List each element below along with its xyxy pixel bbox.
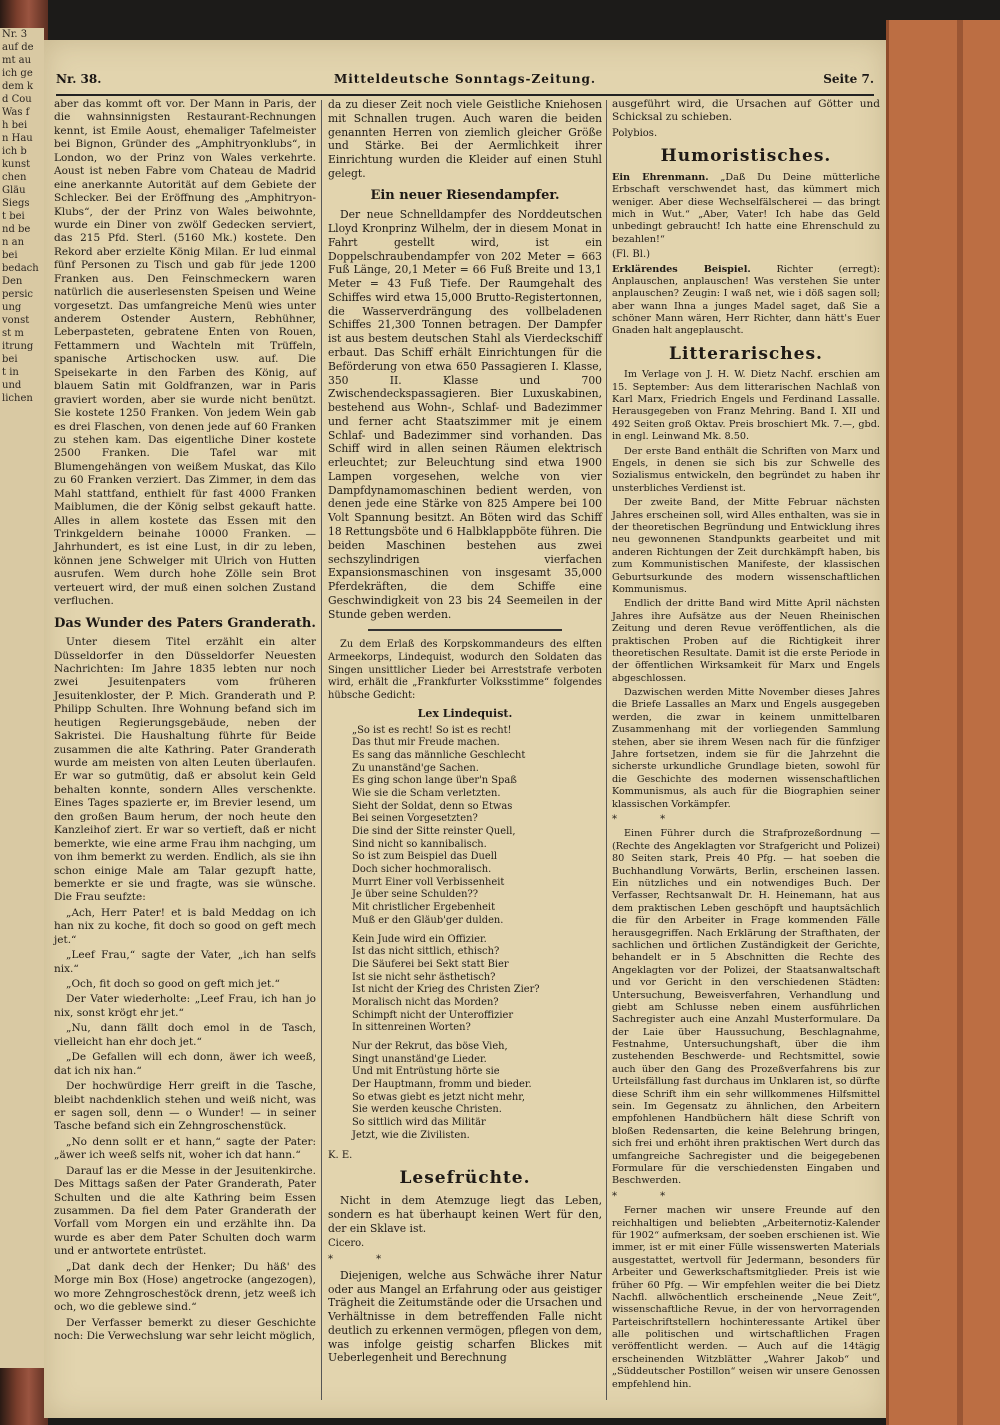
anecdote-title: Erklärendes Beispiel.: [612, 263, 751, 275]
prev-page-fragment: auf de: [2, 42, 34, 53]
prev-page-fragment: t in: [2, 367, 19, 378]
poem-line: Murrt Einer voll Verbissenheit: [352, 876, 505, 888]
article-paragraph: Der erste Band enthält die Schriften von Marx und Engels, in denen sie sich bis zur Schwelle des Sozialismus entwickeln, den begründet zu haben ihr unsterbliches Verdienst ist.: [612, 445, 880, 494]
poem: [328, 725, 602, 1143]
prev-page-fragment: mt au: [2, 55, 32, 66]
quote-author: Cicero.: [328, 1238, 365, 1250]
article-paragraph: Zu dem Erlaß des Korpskommandeurs des elften Armeekorps, Lindequist, wodurch den Soldaten das Singen unsittlicher Lieder bei Arreststrafe verboten wird, erhält die „Frankfurter Volksstimme“ folgendes hübsche Gedicht:: [328, 639, 602, 702]
quote: Nicht in dem Atemzuge liegt das Leben, sondern es hat überhaupt keinen Wert für den, der ein Sklave ist.: [328, 1194, 602, 1235]
prev-page-fragment: Siegs: [2, 198, 30, 209]
article-heading: Das Wunder des Paters Granderath.: [54, 615, 316, 631]
separator-stars: * *: [612, 813, 686, 825]
prev-page-fragment: kunst: [2, 159, 31, 170]
separator-stars: * *: [612, 1190, 686, 1202]
section-heading: Litterarisches.: [669, 343, 823, 364]
prev-page-fragment: nd be: [2, 224, 31, 235]
issue-number: Nr. 38.: [56, 72, 102, 86]
poem-line: Singt unanständ'ge Lieder.: [352, 1053, 487, 1065]
section-heading: Humoristisches.: [660, 146, 832, 167]
poem-line: Wie sie die Scham verletzten.: [352, 787, 501, 799]
poem-line: Jetzt, wie die Zivilisten.: [352, 1129, 470, 1141]
article-paragraph: Der hochwürdige Herr greift in die Tasche, bleibt nachdenklich stehen und weiß nicht, was er sagen soll, denn — o Wunder! — in seiner Tasche befand sich ein Zehngroschenstück.: [54, 1080, 316, 1133]
article-paragraph: Einen Führer durch die Strafprozeßordnung — (Rechte des Angeklagten vor Strafgericht und Polizei) 80 Seiten stark, Preis 40 Pfg. — hat soeben die Buchhandlung Vorwärts, Berlin, erscheinen lassen. Ein nützliches und ein notwendiges Buch. Der Verfasser, Rechtsanwalt Dr. H. Heinemann, hat aus dem praktischen Leben geschöpft und hauptsächlich die für den Arbeiter in Frage kommenden Fälle herausgegriffen. Nach Erklärung der Strafthaten, der sachlichen und örtlichen Zuständigkeit der Gerichte, behandelt er in 5 Abschnitten die Rechte des Angeklagten vor der Polizei, der Staatsanwaltschaft und vor Gericht in den verschiedenen Städten: Untersuchung, Beweisverfahren, Verhandlung und giebt am Schlusse neben einem ausführlichen Sachregister auch eine Anzahl Musterformulare. Da der Laie über Haussuchung, Beschlagnahme, Festnahme, Untersuchungshaft, über die ihm zustehenden Beschwerde- und Rechtsmittel, sowie auch über den Gang des Prozeßverfahrens bis zur Urteilsfällung fast durchaus im Unklaren ist, so dürfte diese Schrift ihm ein sehr willkommenes Hilfsmittel sein. Im Gegensatz zu ähnlichen, den Arbeitern empfohlenen Handbüchern hält diese Schrift von bloßen Redensarten, die keine Belehrung bringen, sich frei und erhöht ihren praktischen Wert durch das umfangreiche Sachregister und die beigegebenen Formulare für die verschiedensten Eingaben und Beschwerden.: [612, 828, 880, 1187]
prev-page-fragment: bei: [2, 354, 18, 365]
poem-line: Ist nicht der Krieg des Christen Zier?: [352, 984, 540, 996]
prev-page-fragment: n Hau: [2, 133, 33, 144]
article-paragraph: Der zweite Band, der Mitte Februar nächsten Jahres erscheinen soll, wird Alles enthalten, was sie in der theoretischen Begründung und Entwicklung ihres neu gewonnenen Standpunkts gearbeitet und mit anderen Richtungen der Zeit durchkämpft haben, bis zum Kommunistischen Manifeste, der klassischen Geburtsurkunde des modern wissenschaftlichen Kommunismus.: [612, 497, 880, 595]
prev-page-fragment: st m: [2, 328, 24, 339]
article-paragraph: „De Gefallen will ech donn, äwer ich weeß, dat ich nix han.“: [54, 1051, 316, 1077]
poem-title: Lex Lindequist.: [417, 706, 513, 720]
anecdote-source: (Fl. Bl.): [612, 249, 651, 261]
poem-line: Bei seinen Vorgesetzten?: [352, 813, 478, 825]
prev-page-fragment: d Cou: [2, 94, 32, 105]
prev-page-fragment: h bei: [2, 120, 28, 131]
prev-page-fragment: persic: [2, 289, 34, 300]
article-paragraph: Ferner machen wir unsere Freunde auf den reichhaltigen und beliebten „Arbeiternotiz-Kalender für 1902“ aufmerksam, der soeben erschienen ist. Wie immer, ist er mit einer Fülle wissenswerten Materials ausgestattet, wertvoll für Jedermann, besonders für Arbeiter und Gewerkschaftsmitglieder. Preis ist wie früher 60 Pfg. — Wir empfehlen weiter die bei Dietz Nachfl. allwöchentlich erscheinende „Neue Zeit“, wissenschaftliche Revue, in der von hervorragenden Parteischriftstellern hochinteressante Artikel über alle politischen und wirtschaftlichen Fragen veröffentlicht werden. — Auch auf die 14tägig erscheinenden Witzblätter „Wahrer Jakob“ und „Süddeutscher Postillon“ weisen wir unsere Genossen empfehlend hin.: [612, 1205, 880, 1390]
column-rule: [321, 100, 322, 1400]
poem-line: Sieht der Soldat, denn so Etwas: [352, 800, 513, 812]
article-text: da zu dieser Zeit noch viele Geistliche Kniehosen mit Schnallen trugen. Auch waren die beiden genannten Herren von ziemlich gleicher Größe und Stärke. Bei der Aermlichkeit ihrer Einrichtung wurden die Kleider auf einen Stuhl gelegt.: [328, 98, 602, 180]
article-paragraph: Der Vater wiederholte: „Leef Frau, ich han jo nix, sonst krögt ehr jet.“: [54, 993, 316, 1019]
article-paragraph: Der neue Schnelldampfer des Norddeutschen Lloyd Kronprinz Wilhelm, der in diesem Monat in Fahrt gestellt wird, ist ein Doppelschraubendampfer von 202 Meter = 663 Fuß Länge, 20,1 Meter = 66 Fuß Breite und 13,1 Meter = 43 Fuß Tiefe. Der Raumgehalt des Schiffes wird etwa 15,000 Brutto-Registertonnen, die Wasserverdrängung des vollbeladenen Schiffes 21,300 Tonnen betragen. Der Dampfer ist aus bestem deutschen Stahl als Vierdeckschiff erbaut. Das Schiff erhält Einrichtungen für die Beförderung von etwa 650 Passagieren I. Klasse, 350 II. Klasse und 700 Zwischendeckspassagieren. Bier Luxuskabinen, bestehend aus Wohn-, Schlaf- und Badezimmer und ferner acht Staatszimmer mit je einem Schlaf- und Badezimmer sind vorhanden. Das Schiff wird in allen seinen Räumen elektrisch erleuchtet; zur Beleuchtung sind etwa 1900 Lampen vorgesehen, welche von vier Dampfdynamomaschinen bedient werden, von denen jede eine Stärke von 825 Ampere bei 100 Volt Spannung besitzt. An Böten wird das Schiff 18 Rettungsböte und 6 Halbklappböte führen. Die beiden Maschinen bestehen aus zwei sechszylindrigen vierfachen Expansionsmaschinen von insgesamt 35,000 Pferdekräften, die dem Schiffe eine Geschwindigkeit von 23 bis 24 Seemeilen in der Stunde geben werden.: [328, 208, 602, 621]
quote: Diejenigen, welche aus Schwäche ihrer Natur oder aus Mangel an Erfahrung oder aus geistiger Trägheit die Zeitumstände oder die Ursachen und Verhältnisse in dem betreffenden Falle nicht deutlich zu erkennen vermögen, pflegen von dem, was infolge geistig scharfen Blickes mit Ueberlegenheit und Berechnung: [328, 1268, 602, 1365]
article-paragraph: „Ach, Herr Pater! et is bald Meddag on ich han nix zu koche, fit doch so good on geft mech jet.“: [54, 906, 316, 946]
newspaper-title: Mitteldeutsche Sonntags-Zeitung.: [333, 72, 597, 86]
poem-line: So etwas giebt es jetzt nicht mehr,: [352, 1091, 526, 1103]
poem-line: In sittenreinen Worten?: [352, 1022, 471, 1034]
poem-line: Das thut mir Freude machen.: [352, 737, 500, 749]
article-paragraph: „Leef Frau,“ sagte der Vater, „ich han selfs nix.“: [54, 949, 316, 975]
article-paragraph: Der Verfasser bemerkt zu dieser Geschichte noch: Die Verwechslung war sehr leicht möglich,: [54, 1316, 316, 1342]
prev-page-fragment: Nr. 3: [2, 29, 28, 40]
poem-line: Die Säuferei bei Sekt statt Bier: [352, 958, 509, 970]
article-paragraph: Dazwischen werden Mitte November dieses Jahres die Briefe Lassalles an Marx und Engels ausgegeben werden, die zwar in keinem unmittelbaren Zusammenhang mit der vorliegenden Sammlung stehen, aber sie ihrem Wesen nach für die fünfziger Jahre fortsetzen, indem sie für die Jahrzehnt die sicherste urkundliche Grundlage bieten, sowohl für die Geschichte des modernen wissenschaftlichen Kommunismus, als auch für die Biographien seiner klassischen Vorkämpfer.: [612, 687, 880, 810]
poem-line: Muß er den Gläub'ger dulden.: [352, 914, 504, 926]
poem-line: Es sang das männliche Geschlecht: [352, 749, 526, 761]
anecdote-title: Ein Ehrenmann.: [612, 171, 709, 183]
page-number: Seite 7.: [823, 72, 874, 86]
prev-page-fragment: Gläu: [2, 185, 26, 196]
column-2: [328, 98, 602, 1367]
column-rule: [606, 100, 607, 1400]
prev-page-fragment: bei: [2, 250, 18, 261]
poem-line: Und mit Entrüstung hörte sie: [352, 1066, 500, 1078]
poem-line: Je über seine Schulden??: [352, 889, 479, 901]
poem-line: Der Hauptmann, fromm und bieder.: [352, 1079, 532, 1091]
poem-line: So ist zum Beispiel das Duell: [352, 851, 498, 863]
newspaper-page: [44, 40, 886, 1418]
prev-page-fragment: Den: [2, 276, 23, 287]
article-paragraph: „Nu, dann fällt doch emol in de Tasch, vielleicht han ehr doch jet.“: [54, 1022, 316, 1048]
article-paragraph: „No denn sollt er et hann,“ sagte der Pater: „äwer ich weeß selfs nit, woher ich dat hann.“: [54, 1135, 316, 1162]
prev-page-fragment: vonst: [2, 315, 30, 326]
article-text: ausgeführt wird, die Ursachen auf Götter und Schicksal zu schieben.: [612, 98, 880, 124]
quote-author: Polybios.: [612, 127, 658, 139]
article-paragraph: Unter diesem Titel erzählt ein alter Düsseldorfer in den Düsseldorfer Neuesten Nachrichten: Im Jahre 1835 lebten nur noch zwei Jesuitenpaters vom früheren Jesuitenkloster, der P. Mich. Granderath und P. Philipp Schulten. Ihre Wohnung befand sich im heutigen Regierungsgebäude, neben der Sakristei. Die Haushaltung führte für Beide zusammen die alte Kathring. Pater Granderath wurde am meisten von alten Leuten überlaufen. Er war so gutmütig, daß er absolut kein Geld behalten konnte, sondern Alles verschenkte. Eines Tages spazierte er, im Brevier lesend, um den großen Baum herum, der noch heute den Kanzleihof ziert. Er war so vertieft, daß er nicht bemerkte, wie eine arme Frau ihm nachging, um von ihm bemerkt zu werden. Endlich, als sie ihn schon einige Male am Talar gezupft hatte, bemerkte er sie und fragte, was sie wünsche. Die Frau seufzte:: [54, 636, 316, 904]
anecdote-text: „Daß Du Deine mütterliche Erbschaft verschwendet hast, das kümmert mich weniger. Aber diese Wechselfälscherei — das bringt mich in Wut.“ „Aber, Vater! Ich habe das Geld unbedingt gebraucht! Ich hatte eine Ehrenschuld zu bezahlen!“: [612, 171, 881, 245]
poem-line: Doch sicher hochmoralisch.: [352, 864, 492, 876]
prev-page-fragment: dem k: [2, 81, 34, 92]
previous-page-strip: [0, 28, 44, 1368]
prev-page-fragment: ich b: [2, 146, 27, 157]
poem-line: Ist sie nicht sehr ästhetisch?: [352, 971, 496, 983]
prev-page-fragment: chen: [2, 172, 27, 183]
poem-line: Sie werden keusche Christen.: [352, 1104, 502, 1116]
poem-line: Ist das nicht sittlich, ethisch?: [352, 946, 500, 958]
section-heading: Lesefrüchte.: [399, 1168, 531, 1189]
section-separator: [368, 629, 562, 631]
prev-page-fragment: t bei: [2, 211, 25, 222]
board-edge: [957, 20, 963, 1425]
prev-page-fragment: lichen: [2, 393, 33, 404]
poem-line: Sind nicht so kannibalisch.: [352, 838, 487, 850]
separator-stars: * *: [328, 1254, 402, 1266]
article-paragraph: „Dat dank dech der Henker; Du häß' des Morge min Box (Hose) angetrocke (angezogen), wo more Zehngroschestöck drenn, jetz weeß ich och, wo die geblewe sind.“: [54, 1260, 316, 1314]
article-paragraph: „Och, fit doch so good on geft mich jet.“: [66, 978, 280, 990]
prev-page-fragment: n an: [2, 237, 25, 248]
poem-line: Es ging schon lange über'n Spaß: [352, 775, 517, 787]
article-paragraph: Darauf las er die Messe in der Jesuitenkirche. Des Mittags saßen der Pater Granderath, Pater Schulten und die alte Kathring beim Essen zusammen. Da fiel dem Pater Granderath der Vorfall vom Morgen ein und erzählte ihn. Da wurde es aber dem Pater Schulten doch warm und er antwortete entrüstet.: [54, 1164, 316, 1258]
book-cover-board: [886, 20, 1000, 1425]
column-3: [612, 98, 880, 1393]
poem-line: Die sind der Sitte reinster Quell,: [352, 826, 516, 838]
poem-line: Kein Jude wird ein Offizier.: [352, 933, 487, 945]
anecdote-text: Richter (erregt): Anplauschen, anplauschen! Was verstehen Sie unter anplauschen? Zeugin: I waß net, wie i döß sagen soll; aber wann Ihna a junges Madel saget, daß Sie a schöner Mann wären, Herr Richter, dann hätt's Euer Gnaden halt angeplauscht.: [612, 263, 881, 337]
article-text: aber das kommt oft vor. Der Mann in Paris, der die wahnsinnigsten Restaurant-Rechnungen kennt, ist Emile Aoust, ehemaliger Tafelmeister bei Bignon, Gründer des „Amphitryonklubs“, in London, wo der Prinz von Wales verkehrte. Aoust ist neben Fabre vom Chateau de Madrid eine anerkannte Autorität auf dem Gebiete der Schlecker. Bei der Eröffnung des „Amphitryon-Klubs“, der der Prinz von Wales beiwohnte, wurde ein Diner von zwölf Gedecken serviert, das 215 Pfd. Sterl. (5160 Mk.) kostete. Den Rekord aber erzielte König Milan. Er lud einmal fünf Personen zu Tisch und gab für jede 1200 Franken aus. Den Feinschmeckern waren natürlich die auserlesensten Speisen und Weine vorgesetzt. Das umfangreiche Menü wies unter anderem Ostender Austern, Rebhühner, Leberpasteten, gebratene Enten von Rouen, Fettammern und Wachteln mit Trüffeln, spanische Artischocken usw. auf. Die Speisekarte in den Farben des König, auf blauem Satin mit Goldfranzen, war in Paris graviert worden, aber sie wurde nicht benützt. Sie kostete 1250 Franken. Von jedem Wein gab es drei Flaschen, von denen jede auf 60 Franken zu stehen kam. Das eigentliche Diner kostete 2500 Franken. Die Tafel war mit Blumengehängen von weißem Muskat, das Kilo zu 60 Franken verziert. Das Zimmer, in dem das Mahl stattfand, enthielt für fast 4000 Franken Maiblumen, die der König selbst gekauft hatte. Alles in allem kostete das Essen mit den Trinkgeldern beinahe 10000 Franken. — Jahrhundert, es ist eine Lust, in dir zu leben, können jene Schwelger mit Ulrich von Hutten ausrufen. Wem durch hohe Zölle sein Brot verteuert wird, der muß einen solchen Zustand verfluchen.: [54, 98, 316, 608]
prev-page-fragment: und: [2, 380, 22, 391]
poem-line: „So ist es recht! So ist es recht!: [352, 724, 512, 736]
poem-line: Schimpft nicht der Unteroffizier: [352, 1009, 514, 1021]
poem-line: Moralisch nicht das Morden?: [352, 996, 499, 1008]
poem-signature: K. E.: [328, 1149, 353, 1161]
poem-line: Zu unanständ'ge Sachen.: [352, 762, 479, 774]
article-heading: Ein neuer Riesendampfer.: [370, 187, 560, 203]
poem-line: So sittlich wird das Militär: [352, 1117, 486, 1129]
poem-line: Nur der Rekrut, das böse Vieh,: [352, 1041, 508, 1053]
prev-page-fragment: ung: [2, 302, 22, 313]
article-paragraph: Endlich der dritte Band wird Mitte April nächsten Jahres ihre Aufsätze aus der Neuen Rheinischen Zeitung und deren Revue veröffentlichen, als die praktischen Proben auf die Richtigkeit ihrer theoretischen Resultate. Damit ist die erste Periode in der öffentlichen Wirksamkeit für Marx und Engels abgeschlossen.: [612, 598, 880, 684]
article-paragraph: Im Verlage von J. H. W. Dietz Nachf. erschien am 15. September: Aus dem litterarischen Nachlaß von Karl Marx, Friedrich Engels und Ferdinand Lassalle. Herausgegeben von Franz Mehring. Band I. XII und 492 Seiten groß Oktav. Preis broschiert Mk. 7.—, gbd. in engl. Leinwand Mk. 8.50.: [612, 369, 880, 443]
column-1: [54, 98, 316, 1345]
page-header: [56, 70, 874, 96]
poem-line: Mit christlicher Ergebenheit: [352, 902, 496, 914]
prev-page-fragment: itrung: [2, 341, 34, 352]
prev-page-fragment: bedach: [2, 263, 39, 274]
prev-page-fragment: Was f: [2, 107, 30, 118]
prev-page-fragment: ich ge: [2, 68, 33, 79]
